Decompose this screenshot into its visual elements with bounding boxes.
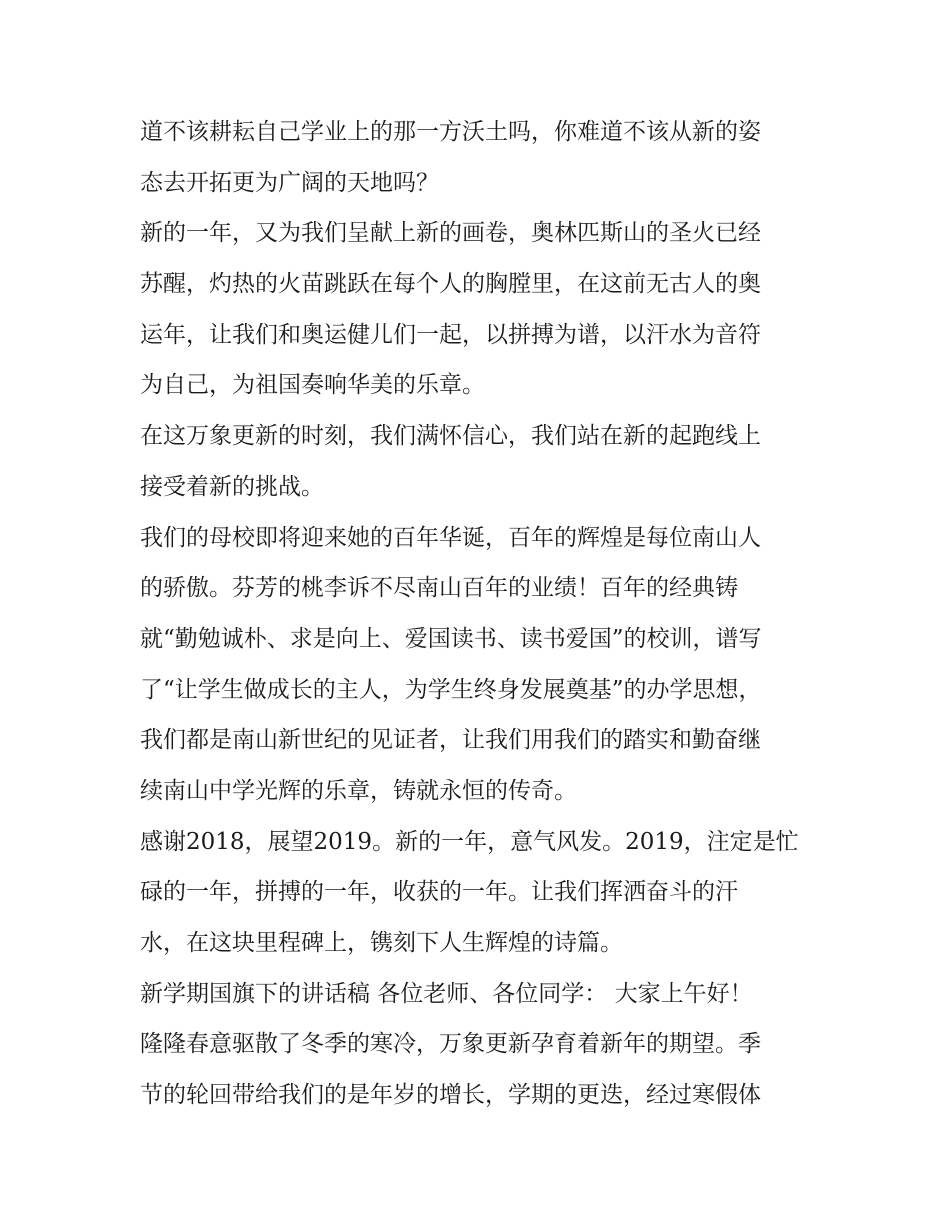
text-line: 接受着新的挑战。 (140, 473, 324, 500)
text-line: 就“勤勉诚朴、求是向上、爱国读书、读书爱国”的校训，谱写 (140, 625, 762, 652)
text-line: 在这万象更新的时刻，我们满怀信心，我们站在新的起跑线上 (140, 423, 761, 450)
text-line: 我们的母校即将迎来她的百年华诞，百年的辉煌是每位南山人 (140, 524, 761, 551)
text-line: 新的一年，又为我们呈献上新的画卷，奥林匹斯山的圣火已经 (140, 220, 761, 247)
text-line: 续南山中学光辉的乐章，铸就永恒的传奇。 (140, 777, 577, 804)
text-line: 道不该耕耘自己学业上的那一方沃土吗，你难道不该从新的姿 (140, 119, 761, 145)
text-line: 态去开拓更为广阔的天地吗？ (140, 169, 439, 196)
text-line: 隆隆春意驱散了冬季的寒冷，万象更新孕育着新年的期望。季 (140, 1031, 761, 1058)
text-line: 为自己，为祖国奏响华美的乐章。 (140, 372, 485, 399)
text-line: 水，在这块里程碑上，镌刻下人生辉煌的诗篇。 (140, 930, 623, 956)
document-body (140, 107, 820, 1121)
text-line: 碌的一年，拼搏的一年，收获的一年。让我们挥洒奋斗的汗 (140, 879, 738, 906)
text-line: 苏醒，灼热的火苗跳跃在每个人的胸膛里，在这前无古人的奥 (140, 271, 761, 298)
text-line: 运年，让我们和奥运健儿们一起，以拼搏为谱，以汗水为音符 (140, 321, 761, 348)
text-line: 了“让学生做成长的主人，为学生终身发展奠基”的办学思想， (140, 676, 762, 703)
text-line: 的骄傲。芬芳的桃李诉不尽南山百年的业绩！百年的经典铸 (140, 575, 738, 602)
text-line: 新学期国旗下的讲话稿 各位老师、各位同学： 大家上午好！ (140, 980, 753, 1007)
text-line: 节的轮回带给我们的是年岁的增长，学期的更迭，经过寒假体 (140, 1082, 761, 1109)
text-line: 感谢2018，展望2019。新的一年，意气风发。2019，注定是忙 (140, 828, 799, 855)
text-line: 我们都是南山新世纪的见证者，让我们用我们的踏实和勤奋继 (140, 727, 761, 754)
